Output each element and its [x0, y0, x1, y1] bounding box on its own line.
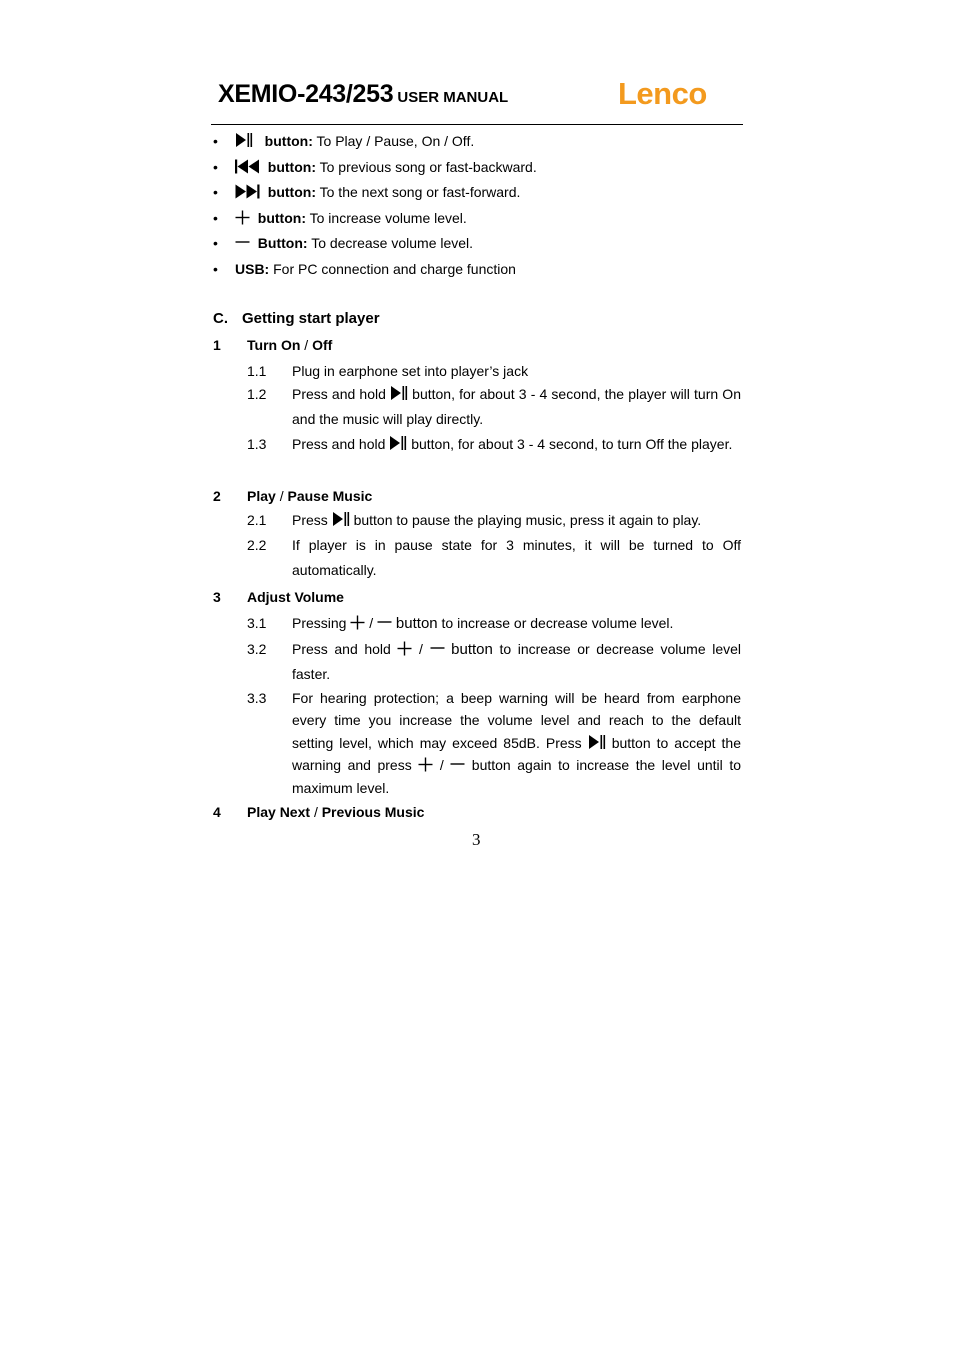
- previous-track-icon: [235, 159, 260, 174]
- list-item: • button: To Play / Pause, On / Off.: [213, 133, 475, 149]
- play-pause-icon: [332, 511, 350, 527]
- manual-label: USER MANUAL: [397, 89, 509, 106]
- minus-icon: [450, 762, 465, 766]
- minus-icon: [377, 620, 392, 624]
- minus-icon: [430, 646, 445, 650]
- play-pause-icon: [389, 435, 407, 451]
- plus-icon: [350, 615, 365, 630]
- page-header-title: [218, 80, 508, 109]
- list-item: • Button: To decrease volume level.: [213, 235, 474, 252]
- play-pause-icon: [390, 385, 408, 401]
- page-number: 3: [472, 830, 481, 849]
- play-pause-icon: [235, 132, 253, 148]
- minus-icon: [235, 240, 250, 244]
- lenco-logo: Lenco: [618, 76, 707, 111]
- list-item: • button: To the next song or fast-forward.: [213, 184, 521, 201]
- list-item: • USB: For PC connection and charge function: [213, 260, 516, 277]
- next-track-icon: [235, 184, 260, 199]
- plus-icon: [397, 641, 412, 656]
- list-item: • button: To previous song or fast-backward.: [213, 158, 537, 175]
- section-heading: C. Getting start player: [213, 310, 380, 327]
- model-name: XEMIO-243/253: [218, 80, 394, 108]
- plus-icon: [418, 757, 433, 772]
- plus-icon: [235, 210, 250, 225]
- manual-page: XEMIO-243/253 USER MANUAL Lenco • button: To Play / Pause, On / Off. • button: To previous song or fast-backward. • button: To the next song or fast-forward. • button: To increase volume level. • Button: To decrease volume level. • USB: For PC connection and charge function C. Getting start player 1 Turn On / Off 1.1 Plug in earphone set into player’s jack 1.2 Press and hold button, for about 3 - 4 second, the player will turn On and the music will play directly. 1.3 Press and hold button, for about 3 - 4 second, to turn Off the player. 2 Play / Pause Music 2.1 Press button to pause the playing music, press it again to play. 2.2 If player is in pause state for 3 minutes, it will be turned to Off automatically. 3 Adjust Volume 3.1 Pressing / button to increase or decrease volume level. 3.2 Press and hold / button to increase or decrease volume level faster. 3.3 For hearing protection; a beep warning will be heard from earphone every time you increase the volume level and reach to the default setting level, which may exceed 85dB. Press button to accept the warning and press / button again to increase the level until to maximum level. 4 Play Next / Previous Music 3: [213, 76, 742, 849]
- button-list: [213, 131, 743, 285]
- play-pause-icon: [588, 734, 606, 750]
- header-divider: [211, 124, 743, 125]
- list-item: • button: To increase volume level.: [213, 209, 467, 226]
